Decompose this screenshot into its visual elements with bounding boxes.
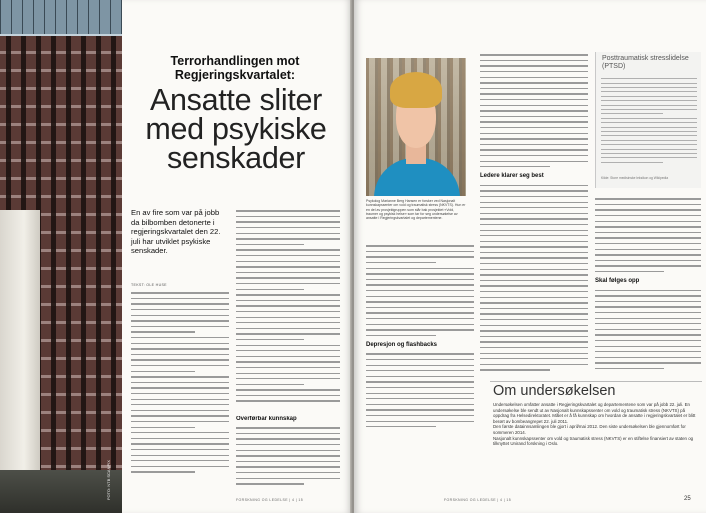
ptsd-box-text [601, 76, 697, 172]
researcher-portrait [366, 58, 466, 196]
body-column-1 [131, 290, 229, 492]
subheading-folges-opp: Skal følges opp [595, 278, 640, 285]
about-survey-paragraph-3: Nasjonalt kunnskapssenter om vold og traumatisk stress (NKVTS) er en stiftelse finansiert av staten og tilknyttet Unirand forskning i Oslo. [493, 435, 694, 447]
ptsd-box-title: Posttraumatisk stresslidelse (PTSD) [602, 55, 689, 70]
photo-credit: FOTO: NTB SCANPIX [106, 460, 111, 500]
about-survey-title: Om undersøkelsen [493, 383, 616, 399]
body-column-2-lower [236, 416, 340, 494]
ptsd-box-source: Kilde: Store medisinske leksikon og Wikipedia [601, 176, 669, 180]
subheading-depresjon: Depresjon og flashbacks [366, 342, 438, 349]
building-photo [0, 0, 122, 513]
portrait-caption: Psykolog Marianne Berg Hansen er forsker ved Nasjonalt kunnskapssenter om vold og traumatisk stress (NKVTS). Hun er en del av prosjektgruppen som står bak prosjektet «Vold, traumer og psykisk helse» som tar for seg undersøkelse av ansatte i Regjeringskvartalet og departementene. [366, 199, 466, 221]
article-headline: Ansatte sliter med psykiske senskader [145, 83, 327, 175]
subheading-ledere: Ledere klarer seg best [480, 173, 544, 180]
right-column-2 [480, 52, 588, 382]
right-footer: FORSKNING OG LEDELSE | 4 | 15 [444, 498, 512, 502]
left-footer: FORSKNING OG LEDELSE | 4 | 15 [236, 498, 304, 502]
left-page [0, 0, 352, 513]
subheading-overvektar: Overførbar kunnskap [236, 416, 297, 422]
article-lead: En av fire som var på jobb da bilbomben detonerte i regjeringskvartalet den 22. juli har utviklet psykiske senskader. [131, 208, 221, 255]
body-column-2 [236, 208, 340, 408]
right-column-1 [366, 243, 474, 493]
about-survey-text [493, 402, 699, 447]
right-column-3 [595, 196, 701, 376]
about-survey-paragraph-1: Undersøkelsen omfatter ansatte i Regjeringskvartalet og departementene som var på jobb 22. juli. En undersøkelse ble sendt ut av Nasjonalt kunnskapssenter om vold og traumatisk stress (NKVTS) på oppdrag fra Helsedirektoratet. Målet er å få kunnskap om hvordan de ansatte i regjeringskvartalet er blitt berørt av bombeangrepet 22. juli 2011. [493, 402, 696, 424]
about-survey-paragraph-2: Den første datainnsamlingen ble gjort i april/mai 2012. Den siste undersøkelsen ble gjennomført for sommeren 2014. [493, 424, 686, 435]
right-page [354, 0, 706, 513]
article-kicker: Terrorhandlingen mot Regjeringskvartalet: [170, 54, 300, 82]
page-number: 25 [684, 496, 691, 502]
article-byline: TEKST: OLE HUSE [131, 283, 167, 287]
